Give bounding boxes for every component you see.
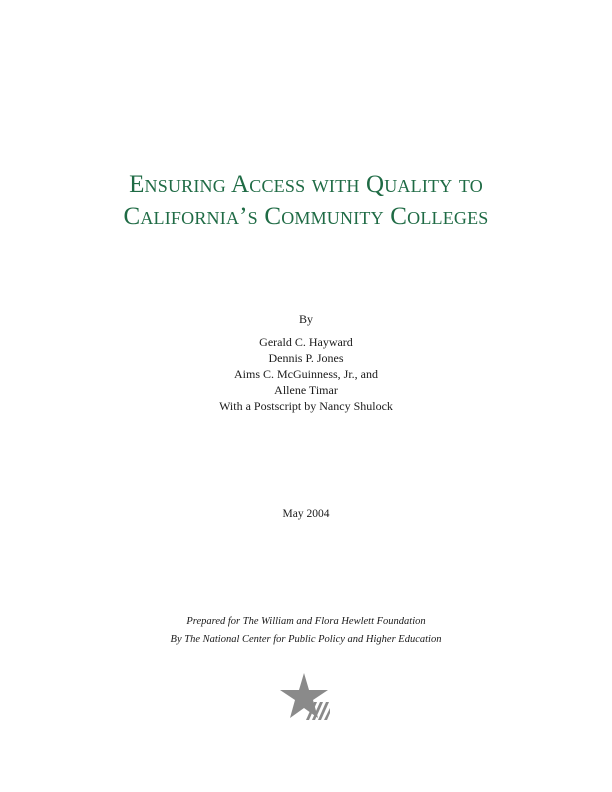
postscript-credit: With a Postscript by Nancy Shulock [219,399,393,413]
star-logo-icon [276,672,332,722]
prepared-by-line: By The National Center for Public Policy and Higher Education [170,634,442,645]
publication-date: May 2004 [282,508,330,520]
author-list [0,334,612,414]
author-line: Dennis P. Jones [268,351,344,365]
author-line: Allene Timar [274,383,338,397]
byline: By [298,312,313,326]
document-title [0,169,612,233]
prepared-for-block [0,613,612,649]
author-line: Gerald C. Hayward [259,335,353,349]
title-line-1: Ensuring Access with Quality to [129,170,483,198]
title-line-2: California’s Community Colleges [123,202,489,230]
author-line: Aims C. McGuinness, Jr., and [234,367,378,381]
prepared-for-line: Prepared for The William and Flora Hewlett Foundation [186,616,426,627]
